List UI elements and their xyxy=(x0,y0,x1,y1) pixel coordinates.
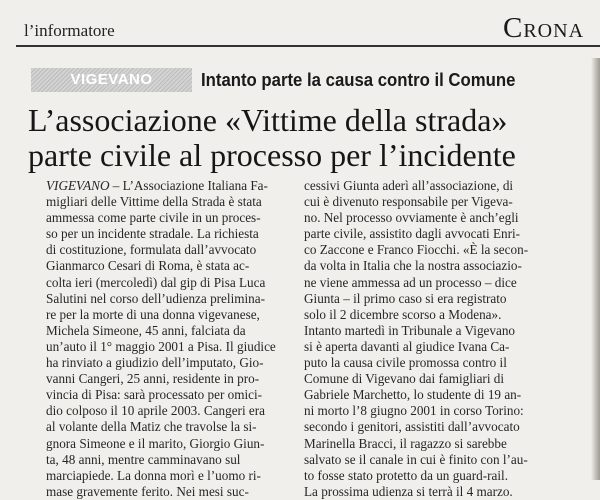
article-line: to fosse stato protetto da un guard-rail. xyxy=(304,467,508,483)
location-tag: VIGEVANO xyxy=(31,68,192,92)
article-line: solo il 2 dicembre scorso a Modena». xyxy=(304,306,502,322)
dateline: VIGEVANO xyxy=(46,178,110,193)
article-line: La prossima udienza si terrà il 4 marzo. xyxy=(304,483,513,499)
article-line: marciapiede. La donna morì e l’uomo ri- xyxy=(46,467,261,483)
article-line: Michela Simeone, 45 anni, falciata da xyxy=(46,322,246,338)
section-name: Crona xyxy=(503,12,585,44)
article-line: co Zaccone e Franco Fiocchi. «È la secon- xyxy=(304,242,529,258)
article-line: mase gravemente ferito. Nei mesi suc- xyxy=(46,483,249,499)
article-line: re per la morte di una donna vigevanese, xyxy=(46,306,260,322)
article-line: parte civile, assistito dagli avvocati Enri- xyxy=(304,226,521,242)
headline-line: parte civile al processo per l’incidente xyxy=(28,137,516,173)
article-line: ni morto l’8 giugno 2001 in corso Torino: xyxy=(304,403,524,419)
article-line: colta ieri (mercoledì) dal gip di Pisa Luca xyxy=(46,274,266,290)
article-line: Gabriele Marchetto, lo studente di 19 an- xyxy=(304,387,522,403)
article-line: Salutini nel corso dell’udienza prelimina- xyxy=(46,290,265,306)
headline xyxy=(28,103,600,173)
article-line: no. Nel processo ovviamente è anch’egli xyxy=(304,210,519,226)
article-line: Comune di Vigevano dai famigliari di xyxy=(304,371,505,387)
article-line: cessivi Giunta aderì all’associazione, di xyxy=(304,178,514,193)
masthead-rule xyxy=(16,45,600,47)
article-line: di costituzione, formulata dall’avvocato xyxy=(46,242,257,258)
publication-name: l’informatore xyxy=(24,21,115,40)
article-line: ammessa come parte civile in un proces- xyxy=(46,210,261,226)
kicker xyxy=(31,68,600,92)
article-line: dio colposo il 10 aprile 2003. Cangeri era xyxy=(46,403,266,419)
article-line: da volta in Italia che la nostra associazio- xyxy=(304,258,522,274)
article-line: Intanto martedì in Tribunale a Vigevano xyxy=(304,322,516,338)
article-line: vanni Cangeri, 25 anni, residente in pro- xyxy=(46,371,260,387)
kicker-summary: Intanto parte la causa contro il Comune xyxy=(201,70,516,90)
article-line: gnora Simeone e il marito, Giorgio Giun- xyxy=(46,435,265,451)
article-line: ne viene ammessa ad un processo – dice xyxy=(304,274,517,290)
article-line: migliari delle Vittime della Strada è stata xyxy=(46,194,262,210)
masthead xyxy=(0,0,600,48)
article-line: VIGEVANO – L’Associazione Italiana Fa- xyxy=(46,178,268,193)
page-edge-shadow xyxy=(591,58,600,480)
article-line: si è aperta davanti al giudice Ivana Ca- xyxy=(304,338,510,354)
article-line: Marinella Bracci, il ragazzo si sarebbe xyxy=(304,435,507,451)
article-line: so per un incidente stradale. La richiesta xyxy=(46,226,259,242)
article-line: ha rinviato a giudizio dell’imputato, Gio- xyxy=(46,355,264,371)
article-line: vincia di Pisa: sarà processato per omici- xyxy=(46,387,263,403)
article-line: al volante della Matiz che travolse la si- xyxy=(46,419,257,435)
article-line: salvato se il canale in cui è finito con l’au- xyxy=(304,451,528,467)
article-line: un’auto il 1° maggio 2001 a Pisa. Il giudice xyxy=(46,338,276,354)
article-line: cui è divenuto responsabile per Vigeva- xyxy=(304,194,513,210)
article-line: Gianmarco Cesari di Roma, è stata ac- xyxy=(46,258,250,274)
article-line: secondo i genitori, assistiti dall’avvocato xyxy=(304,419,520,435)
article-column-left xyxy=(46,178,296,500)
article-column-right xyxy=(304,178,576,500)
article-line: Giunta – il primo caso si era registrato xyxy=(304,290,507,306)
article-line: ta, 48 anni, mentre camminavano sul xyxy=(46,451,241,467)
article-line: puto la causa civile promossa contro il xyxy=(304,355,507,371)
headline-line: L’associazione «Vittime della strada» xyxy=(28,102,508,138)
